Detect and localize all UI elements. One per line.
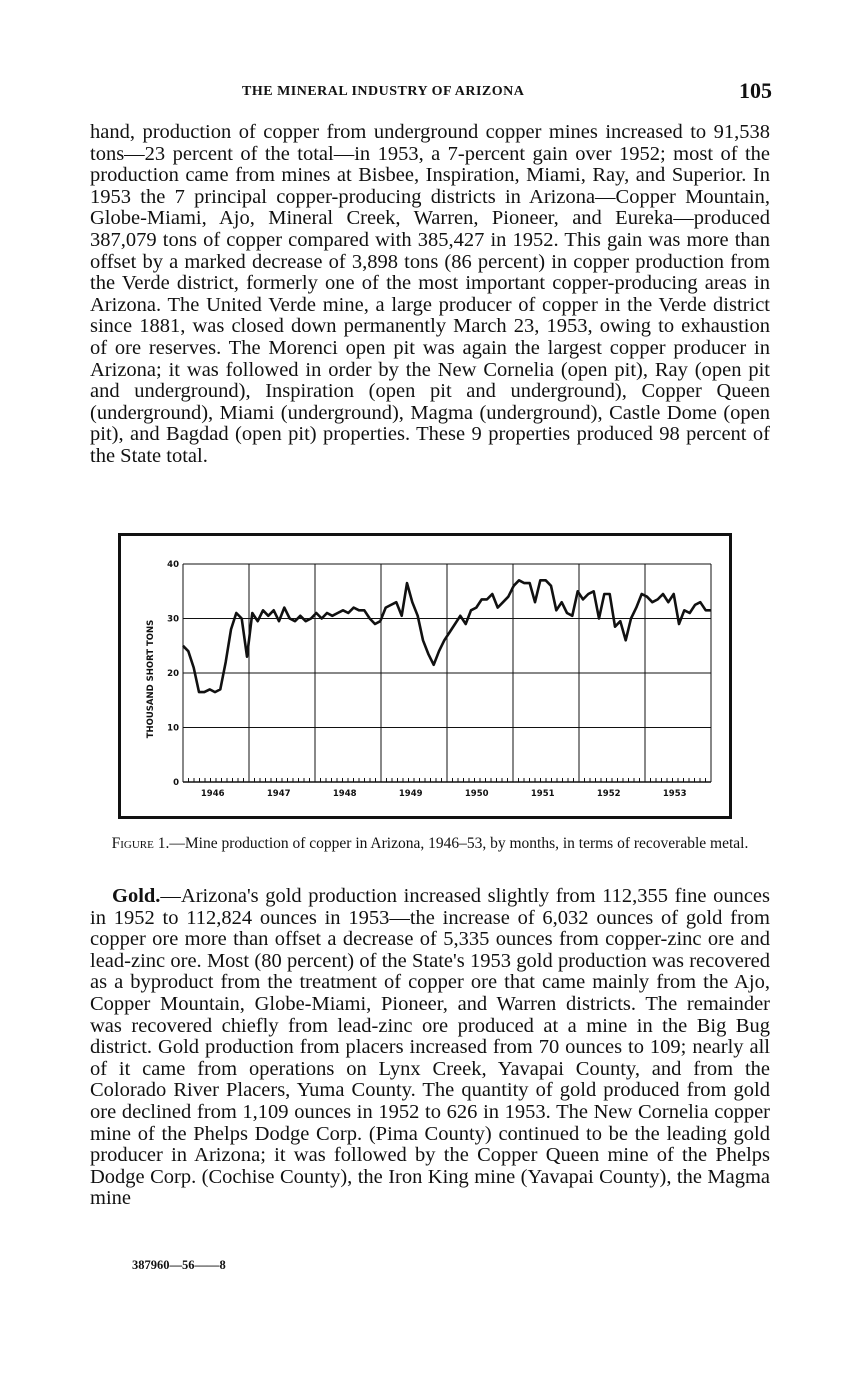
page-number: 105 [739, 78, 772, 103]
x-tick-label-year: 1948 [332, 789, 357, 799]
x-tick-label-year: 1951 [530, 789, 555, 799]
x-tick-label-year: 1952 [596, 789, 621, 799]
page-header [90, 78, 780, 108]
y-tick-label: 10 [167, 723, 179, 734]
gold-paragraph-text: —Arizona's gold production increased slightly from 112,355 fine ounces in 1952 to 112,824 ounces in 1953—the increase of 6,032 ounces of gold from copper ore more than offset a decrease of 5,335 ounces from copper-zinc ore and lead-zinc ore. Most (80 percent) of the State's 1953 gold production was recovered as a byproduct from the treatment of copper ore that came mainly from the Ajo, Copper Mountain, Globe-Miami, Pioneer, and Warren districts. The remainder was recovered chiefly from lead-zinc ore produced at a mine in the Big Bug district. Gold production from placers increased from 70 ounces to 109; nearly all of it came from operations on Lynx Creek, Yavapai County, and from the Colorado River Placers, Yuma County. The quantity of gold produced from gold ore declined from 1,109 ounces in 1952 to 626 in 1953. The New Cornelia copper mine of the Phelps Dodge Corp. (Pima County) continued to be the leading gold producer in Arizona; it was followed by the Copper Queen mine of the Phelps Dodge Corp. (Cochise County), the Iron King mine (Yavapai County), the Magma mine [90, 885, 770, 1210]
body-paragraph-gold [90, 886, 770, 1210]
x-tick-label-year: 1950 [464, 789, 489, 799]
x-tick-label-year: 1947 [266, 789, 291, 799]
running-title: THE MINERAL INDUSTRY OF ARIZONA [242, 84, 525, 99]
y-tick-label: 30 [167, 614, 179, 625]
figure-caption-text: —Mine production of copper in Arizona, 1946–53, by months, in terms of recoverable metal. [169, 835, 749, 852]
y-axis-label: THOUSAND SHORT TONS [146, 619, 156, 739]
y-tick-label: 20 [167, 669, 179, 679]
footer-print-code: 387960—56——8 [132, 1258, 226, 1272]
x-tick-label-year: 1949 [398, 789, 423, 799]
y-tick-label: 40 [167, 560, 179, 570]
figure-caption [90, 835, 770, 852]
body-paragraph-copper: hand, production of copper from underground copper mines increased to 91,538 tons—23 percent of the total—in 1953, a 7-percent gain over 1952; most of the production came from mines at Bisbee, Inspiration, Miami, Ray, and Superior. In 1953 the 7 principal copper-producing districts in Arizona—Copper Mountain, Globe-Miami, Ajo, Mineral Creek, Warren, Pioneer, and Eureka—produced 387,079 tons of copper compared with 385,427 in 1952. This gain was more than offset by a marked decrease of 3,898 tons (86 percent) in copper production from the Verde district, formerly one of the most important copper-producing areas in Arizona. The United Verde mine, a large producer of copper in the Verde district since 1881, was closed down permanently March 23, 1953, owing to exhaustion of ore reserves. The Morenci open pit was again the largest copper producer in Arizona; it was followed in order by the New Cornelia (open pit), Ray (open pit and underground), Inspiration (open pit and underground), Copper Queen (underground), Miami (underground), Magma (underground), Castle Dome (open pit), and Bagdad (open pit) properties. These 9 properties produced 98 percent of the State total. [90, 121, 770, 467]
y-tick-label: 0 [173, 778, 179, 788]
section-lead-gold: Gold. [112, 885, 161, 907]
copper-production-chart [121, 536, 729, 816]
x-tick-label-year: 1946 [200, 789, 225, 799]
x-tick-label-year: 1953 [662, 789, 687, 799]
figure-frame [118, 533, 732, 819]
figure-label: Figure 1. [111, 835, 170, 852]
